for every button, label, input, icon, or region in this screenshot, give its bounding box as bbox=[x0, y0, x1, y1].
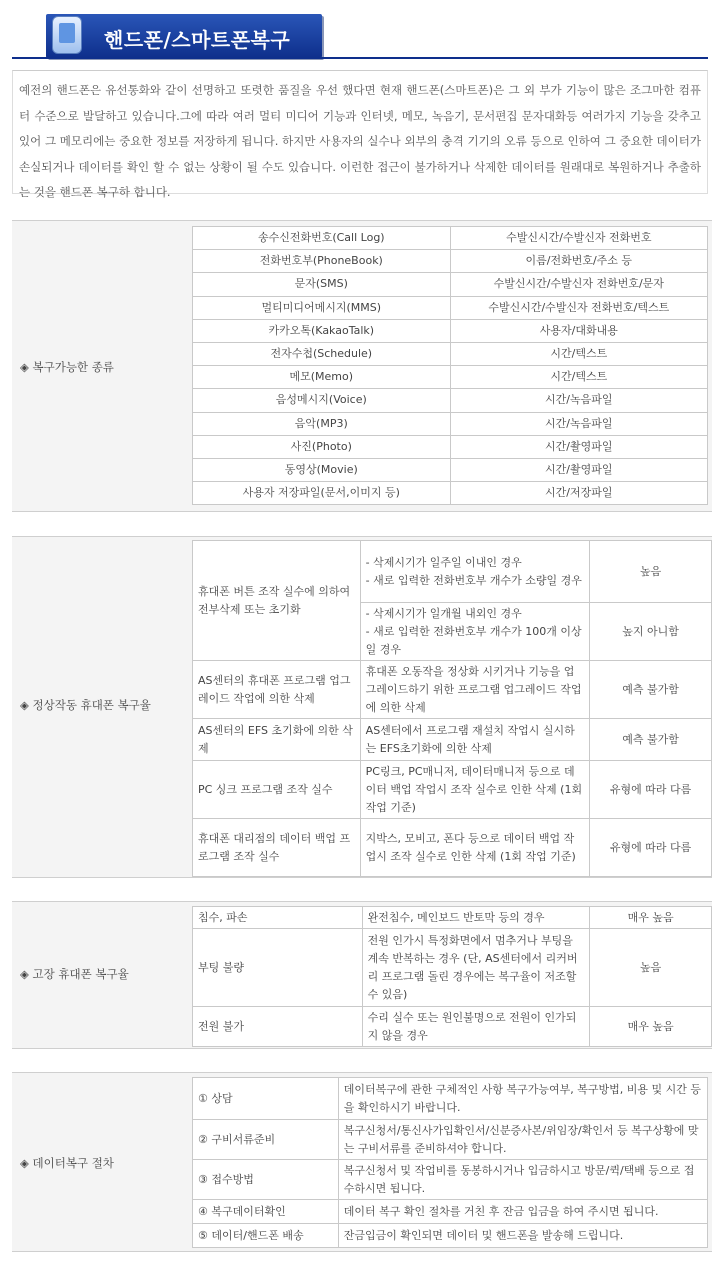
data-content-cell: 수발신시간/수발신자 전화번호 bbox=[450, 227, 707, 250]
cause-cell: AS센터의 휴대폰 프로그램 업그레이드 작업에 의한 삭제 bbox=[193, 661, 361, 719]
detail-cell: AS센터에서 프로그램 재설치 작업시 실시하는 EFS초기화에 의한 삭제 bbox=[360, 719, 590, 761]
detail-cell: 지박스, 모비고, 폰다 등으로 데이터 백업 작업시 조작 실수로 인한 삭제 (1회 작업 기준) bbox=[360, 819, 590, 877]
recoverable-types-table bbox=[192, 226, 708, 505]
step-desc-cell: 복구신청서 및 작업비를 동봉하시거나 입금하시고 방문/퀵/택배 등으로 접수하시면 됩니다. bbox=[338, 1160, 707, 1200]
section-label-procedure: ◈ 데이터복구 절차 bbox=[20, 1156, 114, 1170]
types-row bbox=[193, 389, 708, 412]
types-row bbox=[193, 319, 708, 342]
data-type-cell: 전자수첩(Schedule) bbox=[193, 342, 451, 365]
data-content-cell: 이름/전화번호/주소 등 bbox=[450, 250, 707, 273]
detail-cell: 전원 인가시 특정화면에서 멈추거나 부팅을 계속 반복하는 경우 (단, AS센터에서 리커버리 프로그램 돌린 경우에는 복구율이 저조할 수 있음) bbox=[362, 929, 590, 1007]
page-header bbox=[0, 0, 720, 58]
step-desc-cell: 잔금입금이 확인되면 데이터 및 핸드폰을 발송해 드립니다. bbox=[338, 1224, 707, 1248]
data-type-cell: 음악(MP3) bbox=[193, 412, 451, 435]
page-title: 핸드폰/스마트폰복구 bbox=[104, 28, 291, 52]
types-row bbox=[193, 458, 708, 481]
types-row bbox=[193, 273, 708, 296]
recoverable-types-section bbox=[12, 220, 712, 512]
title-banner bbox=[46, 14, 322, 58]
data-type-cell: 음성메시지(Voice) bbox=[193, 389, 451, 412]
broken-phone-section bbox=[12, 901, 712, 1049]
header-divider bbox=[12, 57, 708, 59]
step-cell: ⑤ 데이터/핸드폰 배송 bbox=[193, 1224, 339, 1248]
normal-phone-section bbox=[12, 536, 712, 878]
detail-cell: - 삭제시기가 일개월 내외인 경우 - 새로 입력한 전화번호부 개수가 100개 이상일 경우 bbox=[360, 603, 590, 661]
detail-cell: - 삭제시기가 일주일 이내인 경우 - 새로 입력한 전화번호부 개수가 소량일 경우 bbox=[360, 541, 590, 603]
types-row bbox=[193, 435, 708, 458]
step-cell: ① 상담 bbox=[193, 1078, 339, 1120]
phone-icon bbox=[52, 16, 82, 54]
types-row bbox=[193, 342, 708, 365]
types-row bbox=[193, 482, 708, 505]
step-cell: ④ 복구데이터확인 bbox=[193, 1200, 339, 1224]
rate-cell: 매우 높음 bbox=[590, 907, 712, 929]
step-cell: ③ 접수방법 bbox=[193, 1160, 339, 1200]
section-label-types: ◈ 복구가능한 종류 bbox=[20, 360, 114, 374]
cause-cell: 전원 불가 bbox=[193, 1007, 363, 1047]
rate-cell: 높음 bbox=[590, 929, 712, 1007]
data-content-cell: 시간/텍스트 bbox=[450, 366, 707, 389]
data-content-cell: 수발신시간/수발신자 전화번호/문자 bbox=[450, 273, 707, 296]
cause-cell: 부팅 불량 bbox=[193, 929, 363, 1007]
data-content-cell: 시간/녹음파일 bbox=[450, 412, 707, 435]
data-type-cell: 사진(Photo) bbox=[193, 435, 451, 458]
types-row bbox=[193, 412, 708, 435]
detail-cell: PC링크, PC매니저, 데이터매니저 등으로 데이터 백업 작업시 조작 실수로 인한 삭제 (1회 작업 기준) bbox=[360, 761, 590, 819]
data-type-cell: 멀티미디어메시지(MMS) bbox=[193, 296, 451, 319]
rate-cell: 예측 불가함 bbox=[590, 661, 712, 719]
rate-cell: 유형에 따라 다름 bbox=[590, 819, 712, 877]
rate-cell: 높지 아니함 bbox=[590, 603, 712, 661]
step-desc-cell: 데이터 복구 확인 절차를 거친 후 잔금 입금을 하여 주시면 됩니다. bbox=[338, 1200, 707, 1224]
data-content-cell: 시간/저장파일 bbox=[450, 482, 707, 505]
procedure-section bbox=[12, 1072, 712, 1252]
rate-cell: 매우 높음 bbox=[590, 1007, 712, 1047]
data-type-cell: 문자(SMS) bbox=[193, 273, 451, 296]
intro-paragraph: 예전의 핸드폰은 유선통화와 같이 선명하고 또렷한 품질을 우선 했다면 현재 핸드폰(스마트폰)은 그 외 부가 기능이 많은 조그마한 컴퓨터 수준으로 발달하고 있습니다.그에 따라 여러 멀티 미디어 기능과 인터넷, 메모, 녹음기, 문서편집 문자대화등 여러가지 기능을 갖추고 있어 그 메모리에는 중요한 정보를 저장하게 됩니다. 하지만 사용자의 실수나 외부의 충격 기기의 오류 등으로 인하여 그 중요한 데이터가 손실되거나 데이터를 확인 할 수 없는 상황이 될 수도 있습니다. 이런한 접근이 불가하거나 삭제한 데이터를 원래대로 복원하거나 추출하는 것을 핸드폰 복구하 합니다. bbox=[12, 70, 708, 194]
data-content-cell: 시간/촬영파일 bbox=[450, 435, 707, 458]
step-desc-cell: 데이터복구에 관한 구체적인 사항 복구가능여부, 복구방법, 비용 및 시간 등을 확인하시기 바랍니다. bbox=[338, 1078, 707, 1120]
types-row bbox=[193, 227, 708, 250]
section-label-normal: ◈ 정상작동 휴대폰 복구율 bbox=[20, 698, 151, 712]
cause-cell: 휴대폰 버튼 조작 실수에 의하여 전부삭제 또는 초기화 bbox=[193, 541, 361, 661]
detail-cell: 휴대폰 오동작을 정상화 시키거나 기능을 업그레이드하기 위한 프로그램 업그레이드 작업에 의한 삭제 bbox=[360, 661, 590, 719]
rate-cell: 유형에 따라 다름 bbox=[590, 761, 712, 819]
data-content-cell: 시간/녹음파일 bbox=[450, 389, 707, 412]
cause-cell: PC 싱크 프로그램 조작 실수 bbox=[193, 761, 361, 819]
normal-phone-table bbox=[192, 540, 712, 877]
step-cell: ② 구비서류준비 bbox=[193, 1120, 339, 1160]
rate-cell: 예측 불가함 bbox=[590, 719, 712, 761]
cause-cell: 휴대폰 대리점의 데이터 백업 프로그램 조작 실수 bbox=[193, 819, 361, 877]
cause-cell: AS센터의 EFS 초기화에 의한 삭제 bbox=[193, 719, 361, 761]
data-type-cell: 송수신전화번호(Call Log) bbox=[193, 227, 451, 250]
types-row bbox=[193, 366, 708, 389]
procedure-table bbox=[192, 1077, 708, 1248]
types-row bbox=[193, 296, 708, 319]
section-label-broken: ◈ 고장 휴대폰 복구율 bbox=[20, 967, 129, 981]
data-content-cell: 시간/텍스트 bbox=[450, 342, 707, 365]
broken-phone-table bbox=[192, 906, 712, 1047]
cause-cell: 침수, 파손 bbox=[193, 907, 363, 929]
data-content-cell: 수발신시간/수발신자 전화번호/텍스트 bbox=[450, 296, 707, 319]
data-type-cell: 카카오톡(KakaoTalk) bbox=[193, 319, 451, 342]
data-type-cell: 전화번호부(PhoneBook) bbox=[193, 250, 451, 273]
detail-cell: 수리 실수 또는 원인불명으로 전원이 인가되지 않을 경우 bbox=[362, 1007, 590, 1047]
data-type-cell: 사용자 저장파일(문서,이미지 등) bbox=[193, 482, 451, 505]
data-content-cell: 시간/촬영파일 bbox=[450, 458, 707, 481]
data-content-cell: 사용자/대화내용 bbox=[450, 319, 707, 342]
rate-cell: 높음 bbox=[590, 541, 712, 603]
data-type-cell: 메모(Memo) bbox=[193, 366, 451, 389]
types-row bbox=[193, 250, 708, 273]
step-desc-cell: 복구신청서/통신사가입확인서/신분증사본/위임장/확인서 등 복구상황에 맞는 구비서류를 준비하셔야 합니다. bbox=[338, 1120, 707, 1160]
data-type-cell: 동영상(Movie) bbox=[193, 458, 451, 481]
detail-cell: 완전침수, 메인보드 반토막 등의 경우 bbox=[362, 907, 590, 929]
